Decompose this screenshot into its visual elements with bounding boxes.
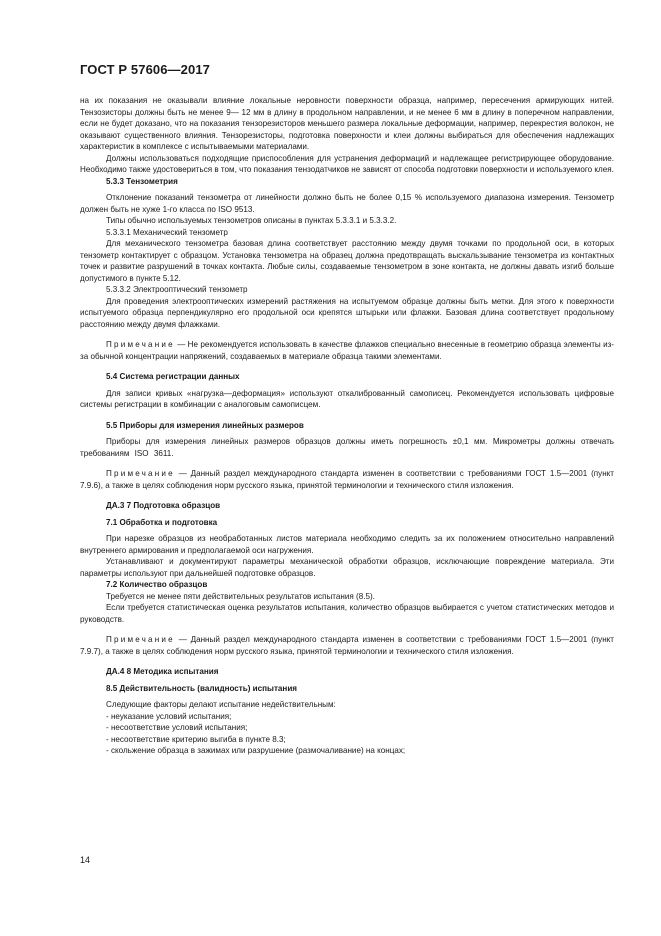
note-text: — Данный раздел международного стандарта изменен в соответствии с требованиями ГОСТ 1.5—2001 (пункт 7.9.7), а также в целях соблюдения норм русского языка, принятой терминологии и технического стиля изложения.: [80, 635, 615, 656]
note: [80, 339, 614, 362]
section-heading-5-3-3: 5.3.3 Тензометрия: [106, 176, 178, 186]
note-label: Примечание: [106, 469, 175, 478]
note-text: — Не рекомендуется использовать в качестве флажков специально внесенные в геометрию образца элементы из-за обычной концентрации напряжений, создаваемых в материале образца такими элементами.: [80, 340, 615, 361]
note-label: Примечание: [106, 340, 175, 349]
section-heading-da-3: ДА.3 7 Подготовка образцов: [106, 501, 221, 510]
subsection-heading-5-3-3-1: 5.3.3.1 Механический тензометр: [106, 227, 228, 237]
section-heading-7-1: 7.1 Обработка и подготовка: [106, 517, 218, 527]
note-label: Примечание: [106, 635, 175, 644]
paragraph: Для механического тензометра базовая длина соответствует расстоянию между двумя точками по продольной оси, в которых тензометр контактирует с образцом. Установка тензометра на образец должна предотвращать выскальзывание тензометра из контактных точек и развитие разрушений в точках контакта. Любые силы, создаваемые тензометром в зоне контакта, не должны давать изгиб больше допустимого в пункте 5.12.: [80, 239, 614, 283]
section-heading-7-2: 7.2 Количество образцов: [106, 580, 208, 589]
subsection-heading-5-3-3-2: 5.3.3.2 Электрооптический тензометр: [106, 285, 248, 294]
paragraph: Для записи кривых «нагрузка—деформация» используют откалиброванный самописец. Рекомендуется использовать цифровые системы регистрации в комбинации с аналоговым самописцем.: [80, 388, 614, 409]
list-item: - несоответствие критерию выгиба в пункте 8.3;: [106, 734, 286, 744]
paragraph: Устанавливают и документируют параметры механической обработки образцов, исключающие повреждение материала. Эти параметры используют при дальнейшей подготовке образцов.: [80, 557, 614, 578]
note: [80, 634, 614, 657]
paragraph: При нарезке образцов из необработанных листов материала необходимо следить за их положением относительно направлений внутреннего армирования и предполагаемой оси нагружения.: [80, 534, 614, 555]
paragraph: на их показания не оказывали влияние локальные неровности поверхности образца, например, пересечения армирующих нитей. Тензозисторы должны быть не менее 9— 12 мм в длину в продольном направлении, и не менее 6 мм в длину в поперечном направлении, если не будет доказано, что на показания тензорезисторов меньшего размера локальные деформации, например, перекрестия волокон, не оказывают существенного влияния. Тензорезисторы, подготовка поверхности и клеи должны выбираться для обеспечения надлежащих характеристик в комплексе с испытываемыми материалами.: [80, 96, 614, 151]
list-item: - скольжение образца в зажимах или разрушение (размочаливание) на концах;: [106, 746, 406, 755]
paragraph: Приборы для измерения линейных размеров образцов должны иметь погрешность ±0,1 мм. Микрометры должны отвечать требованиям ISO 3611.: [80, 437, 614, 458]
section-heading-5-5: 5.5 Приборы для измерения линейных размеров: [106, 420, 304, 430]
document-header: ГОСТ Р 57606—2017: [80, 62, 210, 77]
section-heading-5-4: 5.4 Система регистрации данных: [106, 372, 240, 381]
list-item: - несоответствие условий испытания;: [106, 723, 248, 732]
paragraph: Требуется не менее пяти действительных результатов испытания (8.5).: [106, 591, 375, 601]
paragraph: Если требуется статистическая оценка результатов испытания, количество образцов выбирается с учетом статистических методов и руководств.: [80, 603, 614, 624]
paragraph: Типы обычно используемых тензометров описаны в пунктах 5.3.3.1 и 5.3.3.2.: [106, 216, 397, 225]
paragraph: Следующие факторы делают испытание недействительным:: [106, 700, 336, 709]
section-heading-da-4: ДА.4 8 Методика испытания: [106, 667, 219, 676]
paragraph: Должны использоваться подходящие приспособления для устранения деформаций и надлежащее регистрирующее оборудование. Необходимо также удостовериться в том, что показания тензодатчиков не зависят от способа подготовки поверхности и используемого клея.: [80, 153, 614, 174]
paragraph: Отклонение показаний тензометра от линейности должно быть не более 0,15 % используемого диапазона измерения. Тензометр должен быть не хуже 1-го класса по ISO 9513.: [80, 193, 614, 214]
note: [80, 468, 614, 491]
page-body: [80, 95, 614, 757]
section-heading-8-5: 8.5 Действительность (валидность) испытания: [106, 683, 298, 693]
page-number: 14: [80, 855, 91, 865]
paragraph: Для проведения электрооптических измерений растяжения на испытуемом образце должны быть метки. Для этого к поверхности испытуемого образца перпендикулярно его продольной оси крепятся штырьки или флажки. Базовая длина соответствует продольному расстоянию между двумя флажками.: [80, 296, 614, 329]
note-text: — Данный раздел международного стандарта изменен в соответствии с требованиями ГОСТ 1.5—2001 (пункт 7.9.6), а также в целях соблюдения норм русского языка, принятой терминологии и технического стиля изложения.: [80, 469, 615, 490]
list-item: - неуказание условий испытания;: [106, 711, 232, 721]
